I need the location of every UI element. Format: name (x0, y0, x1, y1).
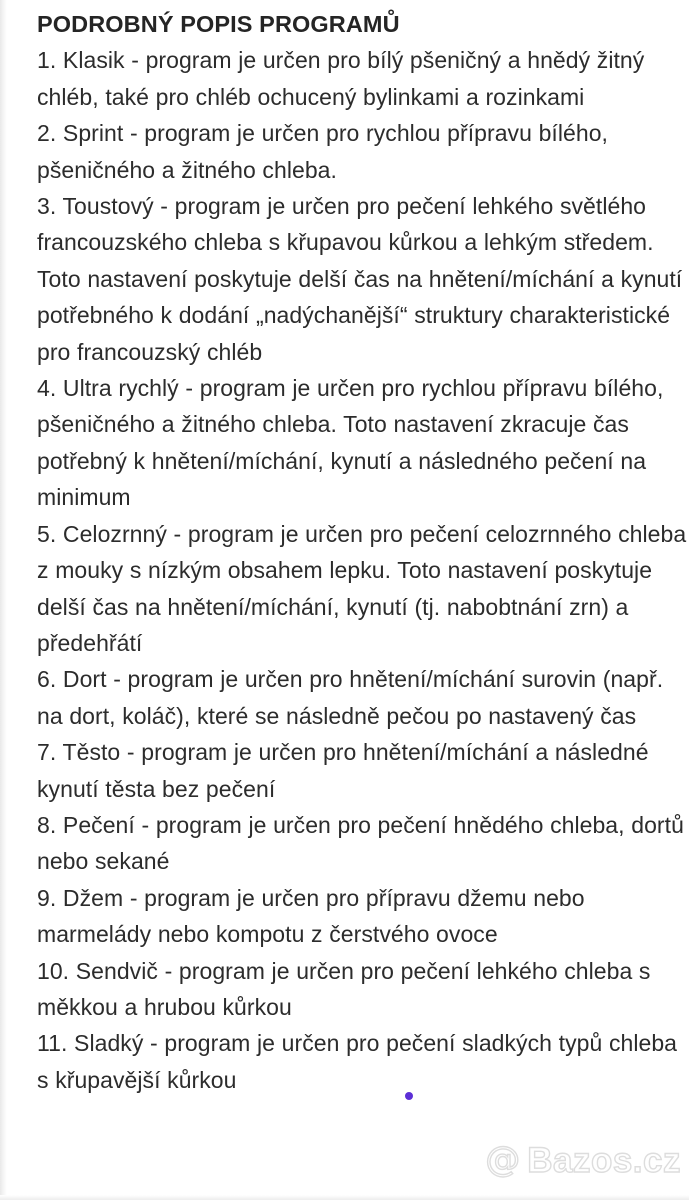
program-description-2: 2. Sprint - program je určen pro rychlou přípravu bílého, pšeničného a žitného chleba. (37, 120, 608, 183)
program-description-1: 1. Klasik - program je určen pro bílý pšeničný a hnědý žitný chléb, také pro chléb ochucený bylinkami a rozinkami (37, 47, 645, 110)
program-description-3: 3. Toustový - program je určen pro pečení lehkého světlého francouzského chleba s křupavou kůrkou a lehkým středem. Toto nastavení poskytuje delší čas na hnětení/míchání a kynutí potřebného k dodání „nadýchanější“ struktury charakteristické pro francouzský chléb (37, 193, 683, 365)
at-sign-icon: @ (485, 1140, 521, 1180)
program-description-5: 5. Celozrnný - program je určen pro pečení celozrnného chleba z mouky s nízkým obsahem lepku. Toto nastavení poskytuje delší čas na hnětení/míchání, kynutí (tj. nabobtnání zrn) a předehřátí (37, 520, 687, 656)
document-text-block (37, 6, 687, 1098)
program-description-11: 11. Sladký - program je určen pro pečení sladkých typů chleba s křupavější kůrkou (37, 1030, 678, 1093)
bazos-watermark (485, 1140, 681, 1180)
page-left-edge-shading (0, 0, 7, 1200)
page-title: PODROBNÝ POPIS PROGRAMŮ (37, 11, 400, 37)
program-description-8: 8. Pečení - program je určen pro pečení hnědého chleba, dortů nebo sekané (37, 811, 684, 875)
program-description-9: 9. Džem - program je určen pro přípravu džemu nebo marmelády nebo kompotu z čerstvého ovoce (37, 884, 585, 948)
program-description-6: 6. Dort - program je určen pro hnětení/míchání surovin (např. na dort, koláč), které se následně pečou po nastavený čas (37, 666, 664, 729)
page-bottom-edge-shading (0, 1195, 689, 1200)
program-description-4: 4. Ultra rychlý - program je určen pro rychlou přípravu bílého, pšeničného a žitného chleba. Toto nastavení zkracuje čas potřebný k hnětení/míchání, kynutí a následného pečení na minimum (37, 375, 664, 511)
program-description-7: 7. Těsto - program je určen pro hnětení/míchání a následné kynutí těsta bez pečení (37, 739, 649, 802)
watermark-site-label: Bazos.cz (527, 1141, 681, 1180)
program-description-10: 10. Sendvič - program je určen pro pečení lehkého chleba s měkkou a hrubou kůrkou (37, 957, 651, 1020)
